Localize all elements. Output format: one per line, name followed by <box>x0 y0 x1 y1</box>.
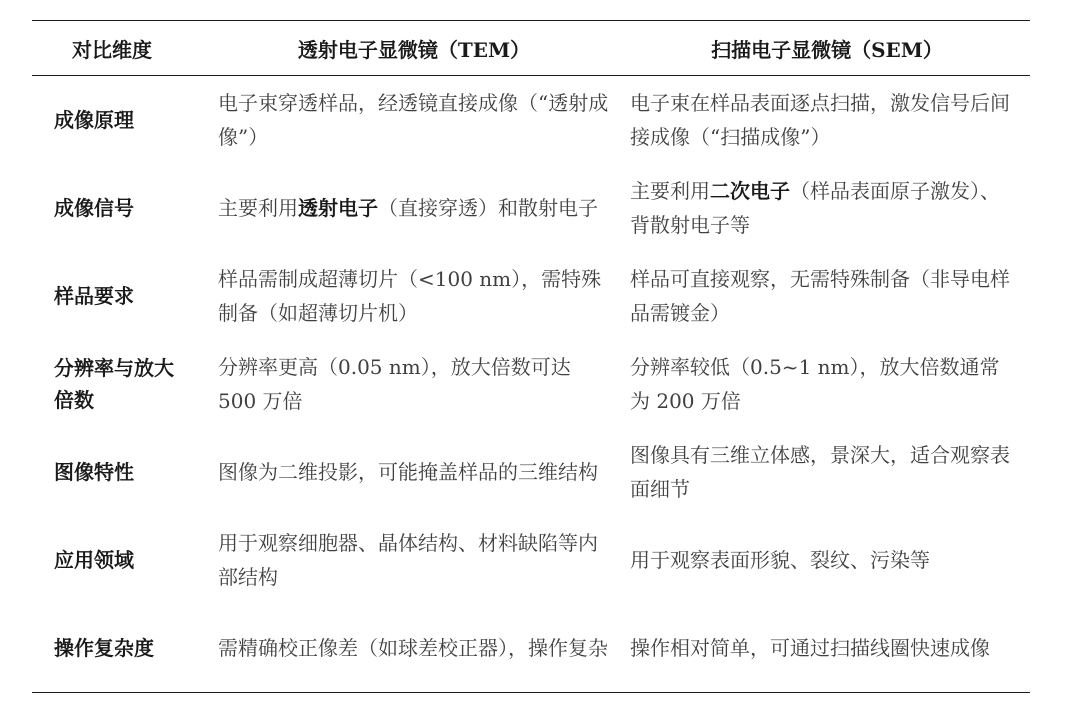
row-sem-cell: 图像具有三维立体感，景深大，适合观察表面细节 <box>630 443 1010 501</box>
table-row <box>32 428 1030 516</box>
row-tem-cell: 样品需制成超薄切片（<100 nm），需特殊制备（如超薄切片机） <box>218 267 602 325</box>
row-tem-cell: 分辨率更高（0.05 nm），放大倍数可达 500 万倍 <box>218 355 571 413</box>
row-tem-cell <box>204 164 624 252</box>
tem-sem-comparison-table <box>32 20 1030 693</box>
row-dimension-wrap: 分辨率与放大倍数 <box>54 356 174 412</box>
text-segment: （直接穿透）和散射电子 <box>378 196 598 220</box>
table-row <box>32 516 1030 604</box>
row-dimension: 图像特性 <box>54 460 134 484</box>
header-dimension: 对比维度 <box>72 37 152 62</box>
row-sem-cell: 样品可直接观察，无需特殊制备（非导电样品需镀金） <box>630 267 1010 325</box>
table-row <box>32 340 1030 428</box>
row-dimension: 应用领域 <box>54 548 134 572</box>
row-sem-cell <box>624 164 1030 252</box>
table-row <box>32 252 1030 340</box>
comparison-table-container <box>32 20 1030 693</box>
row-sem-cell: 用于观察表面形貌、裂纹、污染等 <box>630 548 930 572</box>
header-tem: 透射电子显微镜（TEM） <box>297 37 531 62</box>
row-dimension <box>32 340 204 428</box>
text-segment: 主要利用 <box>630 179 710 203</box>
row-tem-cell: 用于观察细胞器、晶体结构、材料缺陷等内部结构 <box>218 531 598 589</box>
table-row <box>32 164 1030 252</box>
text-segment: （样品表面原子激发）、背散射电子等 <box>630 179 1000 237</box>
row-sem-cell: 电子束在样品表面逐点扫描，激发信号后间接成像（“扫描成像”） <box>630 91 1010 149</box>
row-sem-cell: 分辨率较低（0.5~1 nm），放大倍数通常为 200 万倍 <box>630 355 1000 413</box>
row-tem-cell: 电子束穿透样品，经透镜直接成像（“透射成像”） <box>218 91 609 149</box>
table-body <box>32 76 1030 693</box>
emphasis-secondary-electrons: 二次电子 <box>710 179 790 203</box>
row-dimension: 样品要求 <box>54 284 134 308</box>
row-dimension: 成像信号 <box>54 196 134 220</box>
row-sem-cell: 操作相对简单，可通过扫描线圈快速成像 <box>630 636 990 660</box>
row-tem-cell: 图像为二维投影，可能掩盖样品的三维结构 <box>218 460 598 484</box>
row-tem-cell: 需精确校正像差（如球差校正器），操作复杂 <box>218 636 608 660</box>
text-segment: 主要利用 <box>218 196 298 220</box>
header-sem: 扫描电子显微镜（SEM） <box>711 37 943 62</box>
table-row <box>32 604 1030 693</box>
table-row <box>32 76 1030 165</box>
row-dimension: 操作复杂度 <box>54 636 154 660</box>
row-dimension: 成像原理 <box>54 108 134 132</box>
header-row <box>32 21 1030 76</box>
table-header <box>32 21 1030 76</box>
emphasis-transmitted-electrons: 透射电子 <box>298 196 378 220</box>
